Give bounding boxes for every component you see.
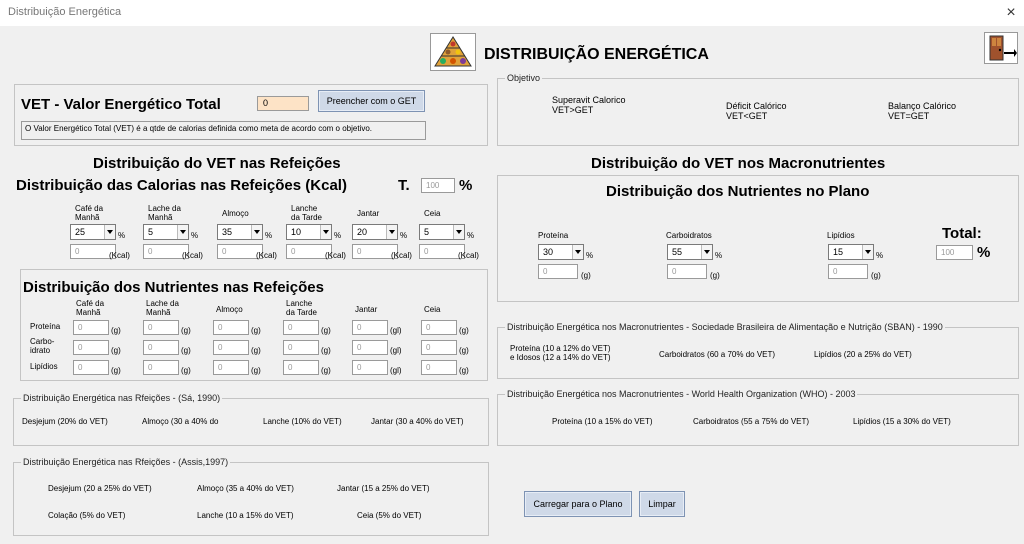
- macro-total-label: Total:: [942, 225, 982, 242]
- chevron-down-icon[interactable]: [320, 224, 332, 240]
- meal-percent-select[interactable]: 5: [419, 224, 465, 240]
- meal-label: Jantar: [357, 209, 380, 218]
- macro-label: Proteína: [538, 231, 569, 240]
- nutrient-value-input[interactable]: 0: [143, 320, 179, 335]
- meal-percent-unit: %: [334, 231, 342, 240]
- nutrient-unit: (g): [251, 366, 261, 375]
- nutrient-value-input[interactable]: 0: [421, 340, 457, 355]
- macro-section-title: Distribuição do VET nos Macronutrientes: [591, 155, 886, 172]
- vet-title: VET - Valor Energético Total: [21, 96, 221, 113]
- total-percent: %: [459, 177, 473, 194]
- nutrient-unit: (g): [111, 326, 121, 335]
- meal-kcal-input[interactable]: 0: [419, 244, 465, 259]
- meal-kcal-unit: (Kcal): [391, 251, 412, 260]
- chevron-down-icon[interactable]: [701, 244, 713, 260]
- nutrient-value-input[interactable]: 0: [143, 340, 179, 355]
- nutrient-meal-label: Manhã: [76, 308, 101, 317]
- title-bar: [0, 0, 1024, 26]
- food-pyramid-icon: [430, 33, 476, 71]
- nutrient-unit: (g): [321, 326, 331, 335]
- sban-legend: Distribuição Energética nos Macronutrientes - Sociedade Brasileira de Alimentação e Nutrição (SBAN) - 1990: [507, 322, 943, 332]
- meal-kcal-input[interactable]: 0: [286, 244, 332, 259]
- nutrient-row-label: Lipídios: [30, 362, 58, 371]
- nutrient-unit: (g): [321, 346, 331, 355]
- assis-lanche: Lanche (10 a 15% do VET): [197, 511, 294, 520]
- assis-1997-legend: Distribuição Energética nas Rfeições - (Assis,1997): [23, 457, 229, 467]
- macro-plan-title: Distribuição dos Nutrientes no Plano: [606, 183, 870, 200]
- nutrient-row-label: idrato: [30, 346, 51, 355]
- meals-section-title: Distribuição do VET nas Refeições: [93, 155, 341, 172]
- meal-kcal-unit: (Kcal): [458, 251, 479, 260]
- nutrient-value-input[interactable]: 0: [73, 360, 109, 375]
- meal-percent-unit: %: [118, 231, 126, 240]
- macro-total-input[interactable]: 100: [936, 245, 973, 260]
- chevron-down-icon[interactable]: [104, 224, 116, 240]
- meal-kcal-input[interactable]: 0: [70, 244, 116, 259]
- macro-grams-unit: (g): [710, 271, 720, 280]
- sban-protein: Proteína (10 a 12% do VET) e Idosos (12 a 14% do VET): [510, 344, 611, 362]
- who-legend: Distribuição Energética nos Macronutrientes - World Health Organization (WHO) - 2003: [507, 389, 856, 399]
- nutrient-value-input[interactable]: 0: [143, 360, 179, 375]
- sa-jantar: Jantar (30 a 40% do VET): [371, 417, 464, 426]
- nutrient-meal-label: Lanche: [286, 299, 313, 308]
- sban-carbo: Carboidratos (60 a 70% do VET): [659, 350, 776, 359]
- meal-percent-unit: %: [467, 231, 475, 240]
- nutrient-value-input[interactable]: 0: [73, 320, 109, 335]
- nutrient-value-input[interactable]: 0: [421, 320, 457, 335]
- meal-kcal-input[interactable]: 0: [143, 244, 189, 259]
- meal-kcal-unit: (Kcal): [182, 251, 203, 260]
- macro-percent-select[interactable]: 55: [667, 244, 713, 260]
- nutrient-unit: (gl): [390, 346, 402, 355]
- nutrient-value-input[interactable]: 0: [283, 320, 319, 335]
- nutrient-unit: (gl): [390, 366, 402, 375]
- meals-total-input[interactable]: 100: [421, 178, 455, 193]
- meal-label: da Tarde: [291, 213, 322, 222]
- meal-percent-unit: %: [400, 231, 408, 240]
- macro-grams-unit: (g): [581, 271, 591, 280]
- window-title: Distribuição Energética: [8, 6, 122, 18]
- macro-percent-unit: %: [586, 251, 594, 260]
- nutrient-row-label: Carbo-: [30, 337, 55, 346]
- nutrient-unit: (g): [459, 366, 469, 375]
- nutrient-meal-label: Lache da: [146, 299, 179, 308]
- meal-label: Ceia: [424, 209, 441, 218]
- meal-label: Café da: [75, 204, 104, 213]
- sa-lanche: Lanche (10% do VET): [263, 417, 342, 426]
- nutrient-value-input[interactable]: 0: [283, 360, 319, 375]
- meal-percent-select[interactable]: 5: [143, 224, 189, 240]
- assis-ceia: Ceia (5% do VET): [357, 511, 422, 520]
- nutrient-value-input[interactable]: 0: [421, 360, 457, 375]
- meal-kcal-input[interactable]: 0: [352, 244, 398, 259]
- meal-percent-select[interactable]: 35: [217, 224, 263, 240]
- page-title: DISTRIBUIÇÃO ENERGÉTICA: [484, 46, 709, 63]
- nutrient-unit: (g): [181, 346, 191, 355]
- nutrient-meal-label: Jantar: [355, 305, 378, 314]
- meal-percent-select[interactable]: 20: [352, 224, 398, 240]
- objective-legend: Objetivo: [507, 73, 541, 83]
- nutrient-value-input[interactable]: 0: [352, 340, 388, 355]
- assis-almoco: Almoço (35 a 40% do VET): [197, 484, 294, 493]
- nutrient-unit: (g): [111, 366, 121, 375]
- nutrient-value-input[interactable]: 0: [73, 340, 109, 355]
- nutrient-value-input[interactable]: 0: [213, 360, 249, 375]
- macro-label: Carboidratos: [666, 231, 712, 240]
- macro-total-percent: %: [977, 244, 991, 261]
- nutrient-meal-label: Ceia: [424, 305, 441, 314]
- nutrient-meal-label: Almoço: [216, 305, 243, 314]
- meal-label: Lanche: [291, 204, 318, 213]
- meal-label: Almoço: [222, 209, 249, 218]
- clear-button[interactable]: Limpar: [639, 491, 685, 517]
- meal-percent-select[interactable]: 25: [70, 224, 116, 240]
- balanco-info: Balanço Calórico VET=GET: [888, 101, 957, 121]
- close-icon[interactable]: ×: [1006, 4, 1016, 21]
- meal-label: Manhã: [148, 213, 173, 222]
- nutrient-value-input[interactable]: 0: [352, 360, 388, 375]
- who-carbo: Carboidratos (55 a 75% do VET): [693, 417, 810, 426]
- meal-kcal-input[interactable]: 0: [217, 244, 263, 259]
- sa-1990-legend: Distribuição Energética nas Rfeições - (Sá, 1990): [23, 393, 221, 403]
- nutrient-unit: (gl): [390, 326, 402, 335]
- assis-colacao: Colação (5% do VET): [48, 511, 126, 520]
- meal-percent-select[interactable]: 10: [286, 224, 332, 240]
- chevron-down-icon[interactable]: [386, 224, 398, 240]
- nutrient-unit: (g): [111, 346, 121, 355]
- assis-desjejum: Desjejum (20 a 25% do VET): [48, 484, 152, 493]
- nutrient-value-input[interactable]: 0: [213, 340, 249, 355]
- nutrient-value-input[interactable]: 0: [283, 340, 319, 355]
- calories-title: Distribuição das Calorias nas Refeições (Kcal): [16, 177, 347, 194]
- meal-kcal-unit: (Kcal): [325, 251, 346, 260]
- nutrient-unit: (g): [459, 326, 469, 335]
- who-protein: Proteína (10 a 15% do VET): [552, 417, 653, 426]
- nutrients-meals-title: Distribuição dos Nutrientes nas Refeições: [23, 279, 324, 296]
- nutrient-row-label: Proteína: [30, 322, 61, 331]
- macro-percent-unit: %: [876, 251, 884, 260]
- nutrient-meal-label: Café da: [76, 299, 105, 308]
- superavit-info: Superavit Calorico VET>GET: [552, 95, 626, 115]
- meal-percent-unit: %: [191, 231, 199, 240]
- nutrient-value-input[interactable]: 0: [352, 320, 388, 335]
- chevron-down-icon[interactable]: [862, 244, 874, 260]
- exit-door-icon[interactable]: [984, 32, 1018, 64]
- nutrient-unit: (g): [251, 346, 261, 355]
- nutrient-meal-label: da Tarde: [286, 308, 317, 317]
- meal-label: Lache da: [148, 204, 181, 213]
- macro-grams-input[interactable]: 0: [667, 264, 707, 279]
- nutrient-value-input[interactable]: 0: [213, 320, 249, 335]
- macro-grams-input[interactable]: 0: [538, 264, 578, 279]
- assis-1997-group: [13, 462, 489, 536]
- vet-input[interactable]: 0: [257, 96, 309, 111]
- macro-label: Lipídios: [827, 231, 855, 240]
- meal-kcal-unit: (Kcal): [109, 251, 130, 260]
- sban-lipid: Lipídios (20 a 25% do VET): [814, 350, 912, 359]
- nutrient-unit: (g): [251, 326, 261, 335]
- nutrient-unit: (g): [321, 366, 331, 375]
- sa-desjejum: Desjejum (20% do VET): [22, 417, 108, 426]
- vet-description: O Valor Energético Total (VET) é a qtde de calorias definida como meta de acordo com o objetivo.: [21, 121, 426, 140]
- chevron-down-icon[interactable]: [572, 244, 584, 260]
- deficit-info: Déficit Calórico VET<GET: [726, 101, 787, 121]
- nutrient-unit: (g): [181, 366, 191, 375]
- fill-with-get-button[interactable]: Preencher com o GET: [318, 90, 425, 112]
- macro-percent-unit: %: [715, 251, 723, 260]
- chevron-down-icon[interactable]: [453, 224, 465, 240]
- meal-label: Manhã: [75, 213, 100, 222]
- macro-percent-select[interactable]: 30: [538, 244, 584, 260]
- nutrient-unit: (g): [181, 326, 191, 335]
- macro-grams-input[interactable]: 0: [828, 264, 868, 279]
- load-to-plan-button[interactable]: Carregar para o Plano: [524, 491, 632, 517]
- meal-kcal-unit: (Kcal): [256, 251, 277, 260]
- nutrient-unit: (g): [459, 346, 469, 355]
- sa-almoco: Almoço (30 a 40% do: [142, 417, 219, 426]
- chevron-down-icon[interactable]: [251, 224, 263, 240]
- total-label: T.: [398, 177, 410, 194]
- nutrient-meal-label: Manhã: [146, 308, 171, 317]
- macro-percent-select[interactable]: 15: [828, 244, 874, 260]
- who-lipid: Lipídios (15 a 30% do VET): [853, 417, 951, 426]
- macro-grams-unit: (g): [871, 271, 881, 280]
- meal-percent-unit: %: [265, 231, 273, 240]
- chevron-down-icon[interactable]: [177, 224, 189, 240]
- assis-jantar: Jantar (15 a 25% do VET): [337, 484, 430, 493]
